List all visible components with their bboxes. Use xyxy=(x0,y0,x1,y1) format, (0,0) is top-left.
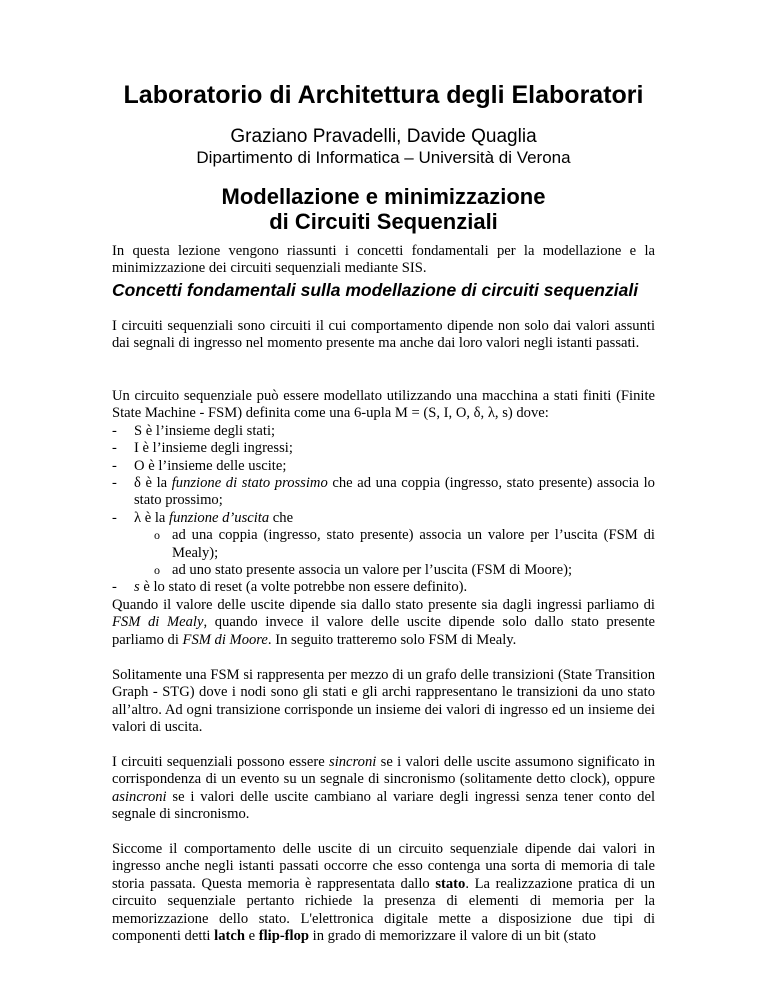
department: Dipartimento di Informatica – Università di Verona xyxy=(196,148,571,167)
paragraph-5: I circuiti sequenziali possono essere sincroni se i valori delle uscite assumono significato in corrispondenza di un evento su un segnale di sincronismo (solitamente detto clock), oppure asincroni se i valori delle uscite cambiano al variare degli ingressi senza tener conto del segnale di sincronismo. xyxy=(112,754,655,823)
lesson-title xyxy=(112,184,655,234)
authors: Graziano Pravadelli, Davide Quaglia xyxy=(230,126,537,147)
paragraph-6: Siccome il comportamento delle uscite di un circuito sequenziale dipende dai valori in ingresso anche negli istanti passati occorre che esso contenga una sorta di memoria di tale storia passata. Questa memoria è rappresentata dallo stato. La realizzazione pratica di un circuito sequenziale pertanto richiede la presenza di elementi di memoria per la memorizzazione dello stato. L'elettronica digitale mette a disposizione due tipi di componenti detti latch e flip-flop in grado di memorizzare il valore di un bit (stato xyxy=(112,841,655,945)
list-item: - O è l’insieme delle uscite; xyxy=(112,458,655,475)
sublist-item: o ad una coppia (ingresso, stato presente) associa un valore per l’uscita (FSM di Mealy); xyxy=(134,527,655,562)
paragraph-4: Solitamente una FSM si rappresenta per mezzo di un grafo delle transizioni (State Transition Graph - STG) dove i nodi sono gli stati e gli archi rappresentano le transizioni da uno stato all’altro. Ad ogni transizione corrisponde un insieme dei valori di ingresso ed un insieme dei valori di uscita. xyxy=(112,667,655,736)
fsm-definition-list xyxy=(112,423,655,597)
list-item: - S è l’insieme degli stati; xyxy=(112,423,655,440)
paragraph-2: Un circuito sequenziale può essere modellato utilizzando una macchina a stati finiti (Finite State Machine - FSM) definita come una 6-upla M = (S, I, O, δ, λ, s) dove: - S è l’insieme degli stati; - I è l’insieme degli ingressi; - O è l’insieme delle uscite; - δ è la funzione di stato prossimo che ad una coppia (ingresso, stato presente) associa lo stato prossimo; - λ è la funzione d’uscita che o ad una coppia (ingresso, stato presente) associa un valore per l’uscita (FSM di Mealy); o ad uno stato presente associa un valore per l’uscita (FSM di Moore); - s è lo stato di reset (a volte potrebbe non essere definito). xyxy=(112,388,655,597)
document-title: Laboratorio di Architettura degli Elaboratori xyxy=(123,81,644,109)
section-heading: Concetti fondamentali sulla modellazione di circuiti sequenziali xyxy=(112,280,639,300)
paragraph-1: I circuiti sequenziali sono circuiti il cui comportamento dipende non solo dai valori assunti dai segnali di ingresso nel momento presente ma anche dai loro valori negli istanti passati. xyxy=(112,318,655,352)
lesson-title-line1: Modellazione e minimizzazione xyxy=(221,184,546,209)
lesson-title-line2: di Circuiti Sequenziali xyxy=(269,209,498,234)
list-item: - s è lo stato di reset (a volte potrebbe non essere definito). xyxy=(112,579,655,596)
list-item: - λ è la funzione d’uscita che o ad una coppia (ingresso, stato presente) associa un valore per l’uscita (FSM di Mealy); o ad uno stato presente associa un valore per l’uscita (FSM di Moore); xyxy=(112,510,655,580)
sublist-item: o ad uno stato presente associa un valore per l’uscita (FSM di Moore); xyxy=(134,562,655,579)
paragraph-3: Quando il valore delle uscite dipende sia dallo stato presente sia dagli ingressi parliamo di FSM di Mealy, quando invece il valore delle uscite dipende solo dallo stato presente parliamo di FSM di Moore. In seguito tratteremo solo FSM di Mealy. xyxy=(112,597,655,648)
output-function-sublist xyxy=(134,527,655,579)
intro-paragraph: In questa lezione vengono riassunti i concetti fondamentali per la modellazione e la minimizzazione dei circuiti sequenziali mediante SIS. xyxy=(112,243,655,277)
list-item: - δ è la funzione di stato prossimo che ad una coppia (ingresso, stato presente) associa lo stato prossimo; xyxy=(112,475,655,510)
list-item: - I è l’insieme degli ingressi; xyxy=(112,440,655,457)
